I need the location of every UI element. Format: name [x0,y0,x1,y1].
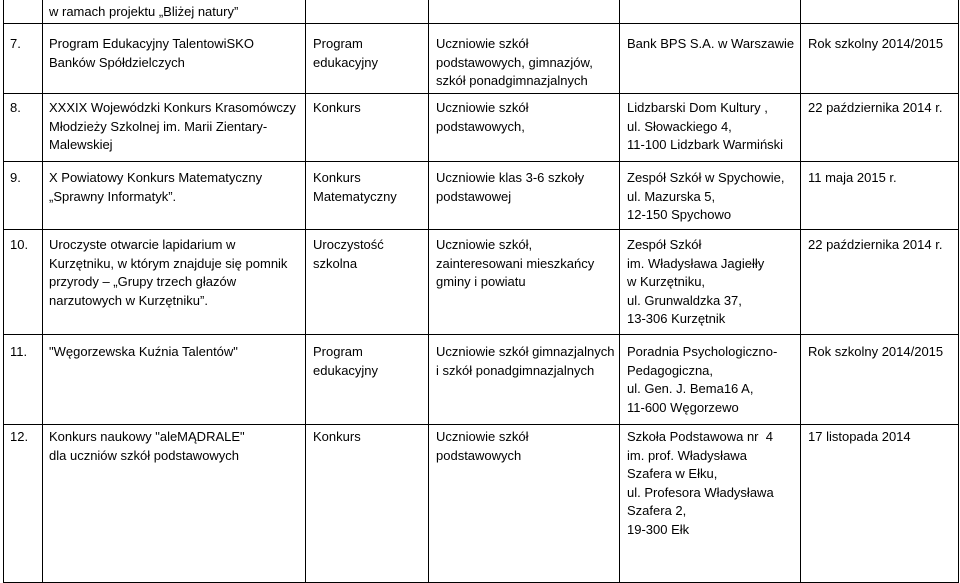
name-cell [43,94,306,162]
participants-line: Uczniowie klas 3-6 szkoły [436,170,585,185]
organizer-line: Zespół Szkół [627,237,702,252]
number-cell [4,0,43,24]
table-row [3,230,959,335]
type-line: Konkurs [313,170,361,185]
organizer-line: ul. Słowackiego 4, [627,118,732,134]
organizer-line: Pedagogiczna, [627,362,714,378]
organizer-line: 13-306 Kurzętnik [627,311,726,326]
name-line: "Węgorzewska Kuźnia Talentów" [49,344,238,359]
number-cell [4,425,43,583]
organizer-line: Poradnia Psychologiczno- [627,344,778,359]
type-cell [306,24,429,94]
name-cell [43,0,306,24]
organizer-line: 11-600 Węgorzewo [627,399,739,415]
participants-line: Uczniowie szkół [436,429,529,444]
name-line: Kurzętniku, w którym znajduje się pomnik [49,255,288,271]
row-number: 8. [10,100,21,115]
name-line: Banków Spółdzielczych [49,54,185,70]
participants-line: gminy i powiatu [436,274,526,289]
date-line: Rok szkolny 2014/2015 [808,344,944,359]
date-line: 22 października 2014 r. [808,100,943,115]
participants-cell [429,94,620,162]
organizer-line: 11-100 Lidzbark Warmiński [627,137,784,152]
organizer-line: ul. Grunwaldzka 37, [627,292,742,308]
participants-line: Uczniowie szkół gimnazjalnych [436,344,615,359]
organizer-line: Szkoła Podstawowa nr 4 [627,429,773,444]
date-cell [801,24,959,94]
organizer-line: 12-150 Spychowo [627,207,732,222]
type-line: Program [313,36,363,51]
participants-line: Uczniowie szkół [436,100,529,115]
organizer-cell [620,230,801,335]
type-line: szkolna [313,255,358,271]
participants-line: Uczniowie szkół [436,36,529,51]
row-number: 9. [10,170,21,185]
table-row [3,425,959,583]
participants-line: podstawowych, [436,118,525,134]
number-cell [4,230,43,335]
row-number: 12. [10,429,29,444]
date-cell [801,230,959,335]
date-line: 11 maja 2015 r. [808,170,897,185]
table-row [3,94,959,162]
participants-cell [429,335,620,425]
participants-line: podstawowych [436,447,522,463]
organizer-line: ul. Profesora Władysława [627,484,774,500]
date-line: Rok szkolny 2014/2015 [808,36,944,51]
type-line: Program [313,344,363,359]
date-cell [801,335,959,425]
date-cell [801,0,959,24]
type-cell [306,0,429,24]
name-cell [43,230,306,335]
date-cell [801,425,959,583]
organizer-cell [620,425,801,583]
row-number: 7. [10,36,21,51]
type-cell [306,425,429,583]
number-cell [4,162,43,230]
participants-cell [429,425,620,583]
organizer-line: im. Władysława Jagiełły [627,255,765,271]
type-line: Matematyczny [313,188,397,204]
name-line: XXXIX Wojewódzki Konkurs Krasomówczy [49,100,296,115]
name-cell [43,335,306,425]
name-line: Młodzieży Szkolnej im. Marii Zientary- [49,118,268,134]
name-cell [43,24,306,94]
name-line: narzutowych w Kurzętniku”. [49,292,208,308]
organizer-line: ul. Mazurska 5, [627,188,716,204]
participants-cell [429,162,620,230]
name-line: Uroczyste otwarcie lapidarium w [49,237,236,252]
name-line: Program Edukacyjny TalentowiSKO [49,36,254,51]
type-line: edukacyjny [313,54,379,70]
organizer-cell [620,94,801,162]
name-cell [43,425,306,583]
organizer-line: ul. Gen. J. Bema16 A, [627,381,754,396]
date-line: 22 października 2014 r. [808,237,943,252]
organizer-line: im. prof. Władysława [627,447,747,463]
date-cell [801,162,959,230]
participants-line: zainteresowani mieszkańcy [436,255,595,271]
date-line: 17 listopada 2014 [808,429,911,444]
organizer-line: 19-300 Ełk [627,521,690,537]
participants-line: podstawowej [436,188,512,204]
type-line: Konkurs [313,429,361,444]
participants-line: szkół ponadgimnazjalnych [436,73,588,88]
organizer-cell [620,335,801,425]
name-line: w ramach projektu „Bliżej natury” [49,4,239,19]
name-line: przyrody – „Grupy trzech głazów [49,274,237,289]
participants-cell [429,0,620,24]
organizer-cell [620,0,801,24]
organizer-line: w Kurzętniku, [627,274,706,289]
row-number: 10. [10,237,29,252]
participants-cell [429,230,620,335]
organizer-line: Szafera 2, [627,503,687,518]
organizer-line: Lidzbarski Dom Kultury , [627,100,768,115]
type-cell [306,162,429,230]
table-row [3,162,959,230]
number-cell [4,335,43,425]
organizer-line: Zespół Szkół w Spychowie, [627,170,785,185]
participants-line: i szkół ponadgimnazjalnych [436,362,595,378]
number-cell [4,94,43,162]
date-cell [801,94,959,162]
name-line: „Sprawny Informatyk”. [49,188,177,204]
type-cell [306,230,429,335]
participants-line: Uczniowie szkół, [436,237,533,252]
table-row [3,335,959,425]
type-cell [306,94,429,162]
name-line: X Powiatowy Konkurs Matematyczny [49,170,263,185]
row-number: 11. [10,344,28,359]
organizer-line: Szafera w Ełku, [627,466,718,481]
type-cell [306,335,429,425]
type-line: Konkurs [313,100,361,115]
type-line: Uroczystość [313,237,384,252]
organizer-line: Bank BPS S.A. w Warszawie [627,36,795,51]
table-row-continuation [3,0,959,24]
organizer-cell [620,24,801,94]
number-cell [4,24,43,94]
participants-line: podstawowych, gimnazjów, [436,54,593,70]
events-table [3,0,959,583]
table-row [3,24,959,94]
name-line: Malewskiej [49,137,113,152]
type-line: edukacyjny [313,362,379,378]
organizer-cell [620,162,801,230]
name-cell [43,162,306,230]
name-line: Konkurs naukowy "aleMĄDRALE" [49,429,245,444]
name-line: dla uczniów szkół podstawowych [49,447,240,463]
participants-cell [429,24,620,94]
